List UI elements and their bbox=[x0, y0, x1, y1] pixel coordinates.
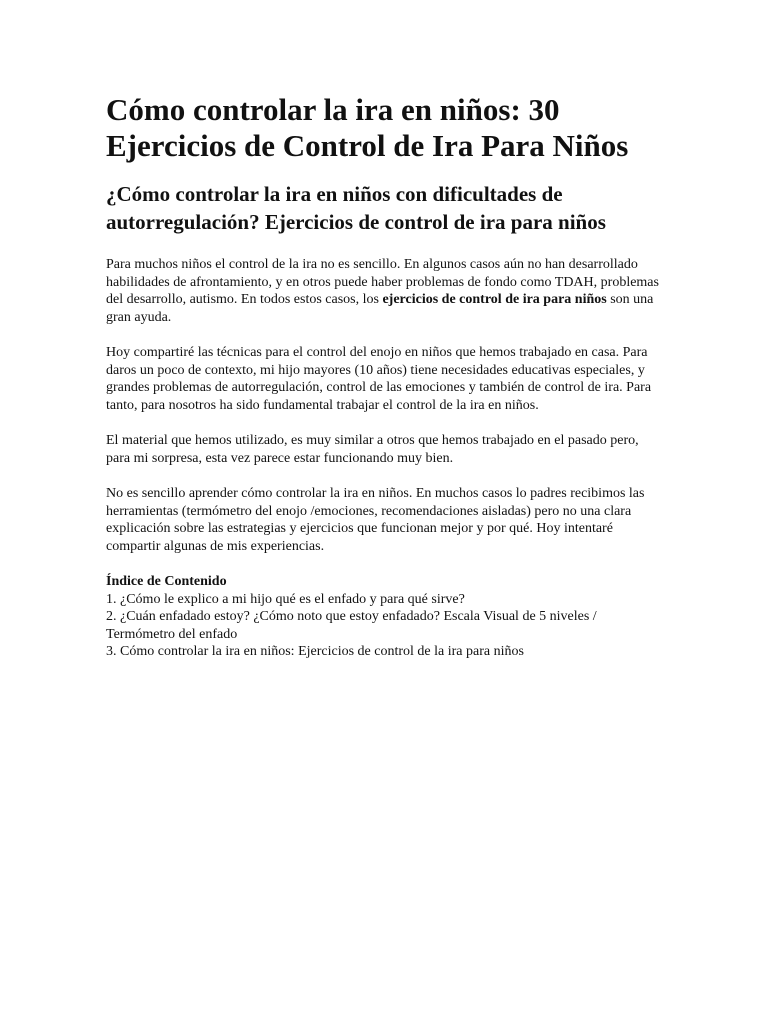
intro-bold-phrase: ejercicios de control de ira para niños bbox=[382, 292, 607, 307]
page-title: Cómo controlar la ira en niños: 30 Ejercicios de Control de Ira Para Niños bbox=[106, 92, 629, 163]
toc-heading: Índice de Contenido bbox=[106, 574, 227, 589]
context-paragraph: Hoy compartiré las técnicas para el control del enojo en niños que hemos trabajado en casa. Para daros un poco de contexto, mi hijo mayores (10 años) tiene necesidades educativas especiales, y grandes problemas de autorregulación, control de las emociones y también de control de ira. Para tanto, para nosotros ha sido fundamental trabajar el control de la ira en niños. bbox=[106, 345, 652, 413]
toc-item[interactable]: 2. ¿Cuán enfadado estoy? ¿Cómo noto que estoy enfadado? Escala Visual de 5 niveles / Termómetro del enfado bbox=[106, 609, 597, 642]
intro-text-start: Para muchos niños el control de la ira no es sencillo. En algunos casos aún no han desarrollado habilidades de afrontamiento, y en otros puede haber problemas de fondo como TDAH, problemas del desarrollo, autismo. En todos estos casos, los bbox=[106, 257, 659, 307]
document-page bbox=[106, 92, 666, 661]
section-heading: ¿Cómo controlar la ira en niños con dificultades de autorregulación? Ejercicios de control de ira para niños bbox=[106, 182, 606, 234]
toc-item[interactable]: 1. ¿Cómo le explico a mi hijo qué es el enfado y para qué sirve? bbox=[106, 591, 465, 607]
toc-item[interactable]: 3. Cómo controlar la ira en niños: Ejercicios de control de la ira para niños bbox=[106, 644, 524, 659]
intro-paragraph bbox=[106, 256, 666, 326]
material-paragraph: El material que hemos utilizado, es muy similar a otros que hemos trabajado en el pasado pero, para mi sorpresa, esta vez parece estar funcionando muy bien. bbox=[106, 433, 639, 466]
intro-text-end: son una gran ayuda. bbox=[106, 292, 654, 325]
experience-paragraph: No es sencillo aprender cómo controlar la ira en niños. En muchos casos lo padres recibimos las herramientas (termómetro del enojo /emociones, recomendaciones aisladas) pero no una clara explicación sobre las estrategias y ejercicios que funcionan mejor y por qué. Hoy intentaré compartir algunas de mis experiencias. bbox=[106, 486, 645, 554]
